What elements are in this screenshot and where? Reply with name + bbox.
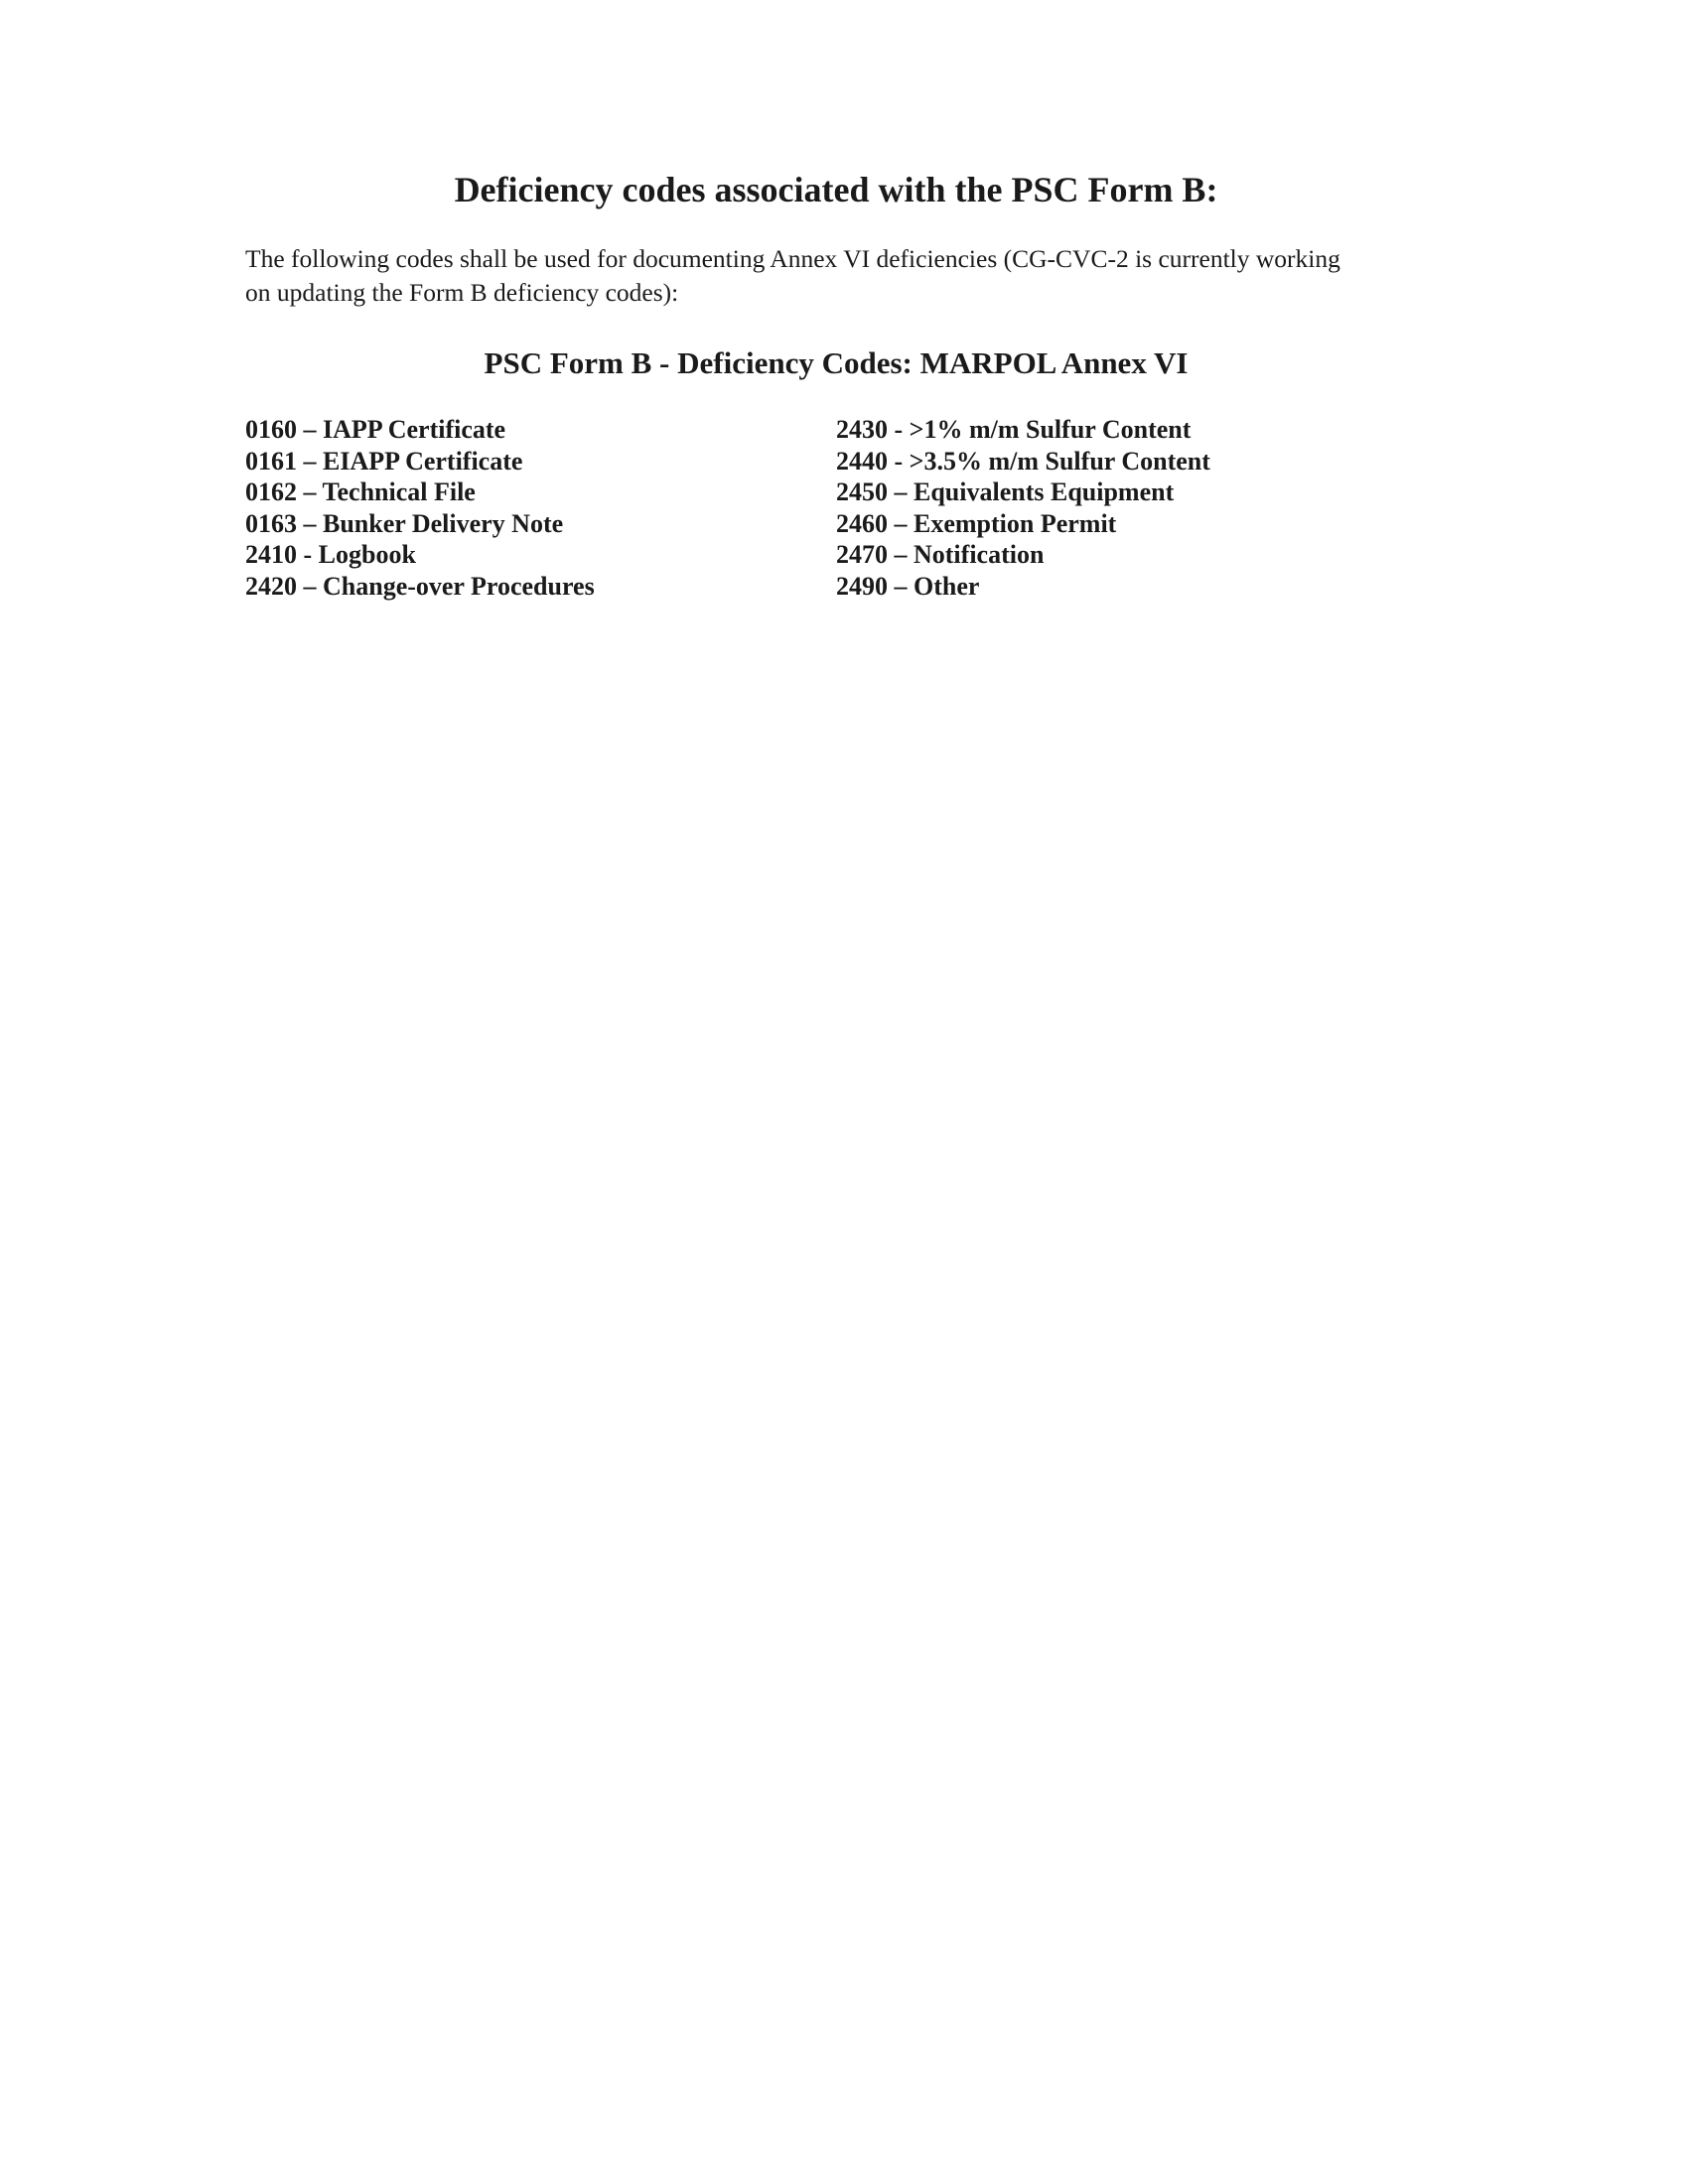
code-item: 0163 – Bunker Delivery Note bbox=[245, 508, 564, 538]
page-title: Deficiency codes associated with the PSC Form B: bbox=[454, 170, 1218, 209]
code-item: 2430 - >1% m/m Sulfur Content bbox=[836, 415, 1192, 444]
code-item: 0162 – Technical File bbox=[245, 478, 476, 507]
code-item: 2420 – Change-over Procedures bbox=[245, 571, 595, 601]
section-subtitle: PSC Form B - Deficiency Codes: MARPOL Annex VI bbox=[484, 345, 1189, 380]
code-item: 2460 – Exemption Permit bbox=[836, 508, 1117, 538]
code-item: 2450 – Equivalents Equipment bbox=[836, 478, 1175, 507]
code-item: 2490 – Other bbox=[836, 571, 980, 601]
code-item: 0160 – IAPP Certificate bbox=[245, 415, 506, 444]
codes-left-column bbox=[245, 414, 595, 603]
code-item: 2410 - Logbook bbox=[245, 540, 416, 570]
code-item: 2470 – Notification bbox=[836, 540, 1045, 570]
intro-paragraph: The following codes shall be used for documenting Annex VI deficiencies (CG-CVC-2 is currently working on updating the Form B deficiency codes): bbox=[245, 244, 1340, 307]
code-item: 2440 - >3.5% m/m Sulfur Content bbox=[836, 446, 1210, 476]
code-item: 0161 – EIAPP Certificate bbox=[245, 446, 523, 476]
codes-right-column bbox=[836, 414, 1210, 603]
